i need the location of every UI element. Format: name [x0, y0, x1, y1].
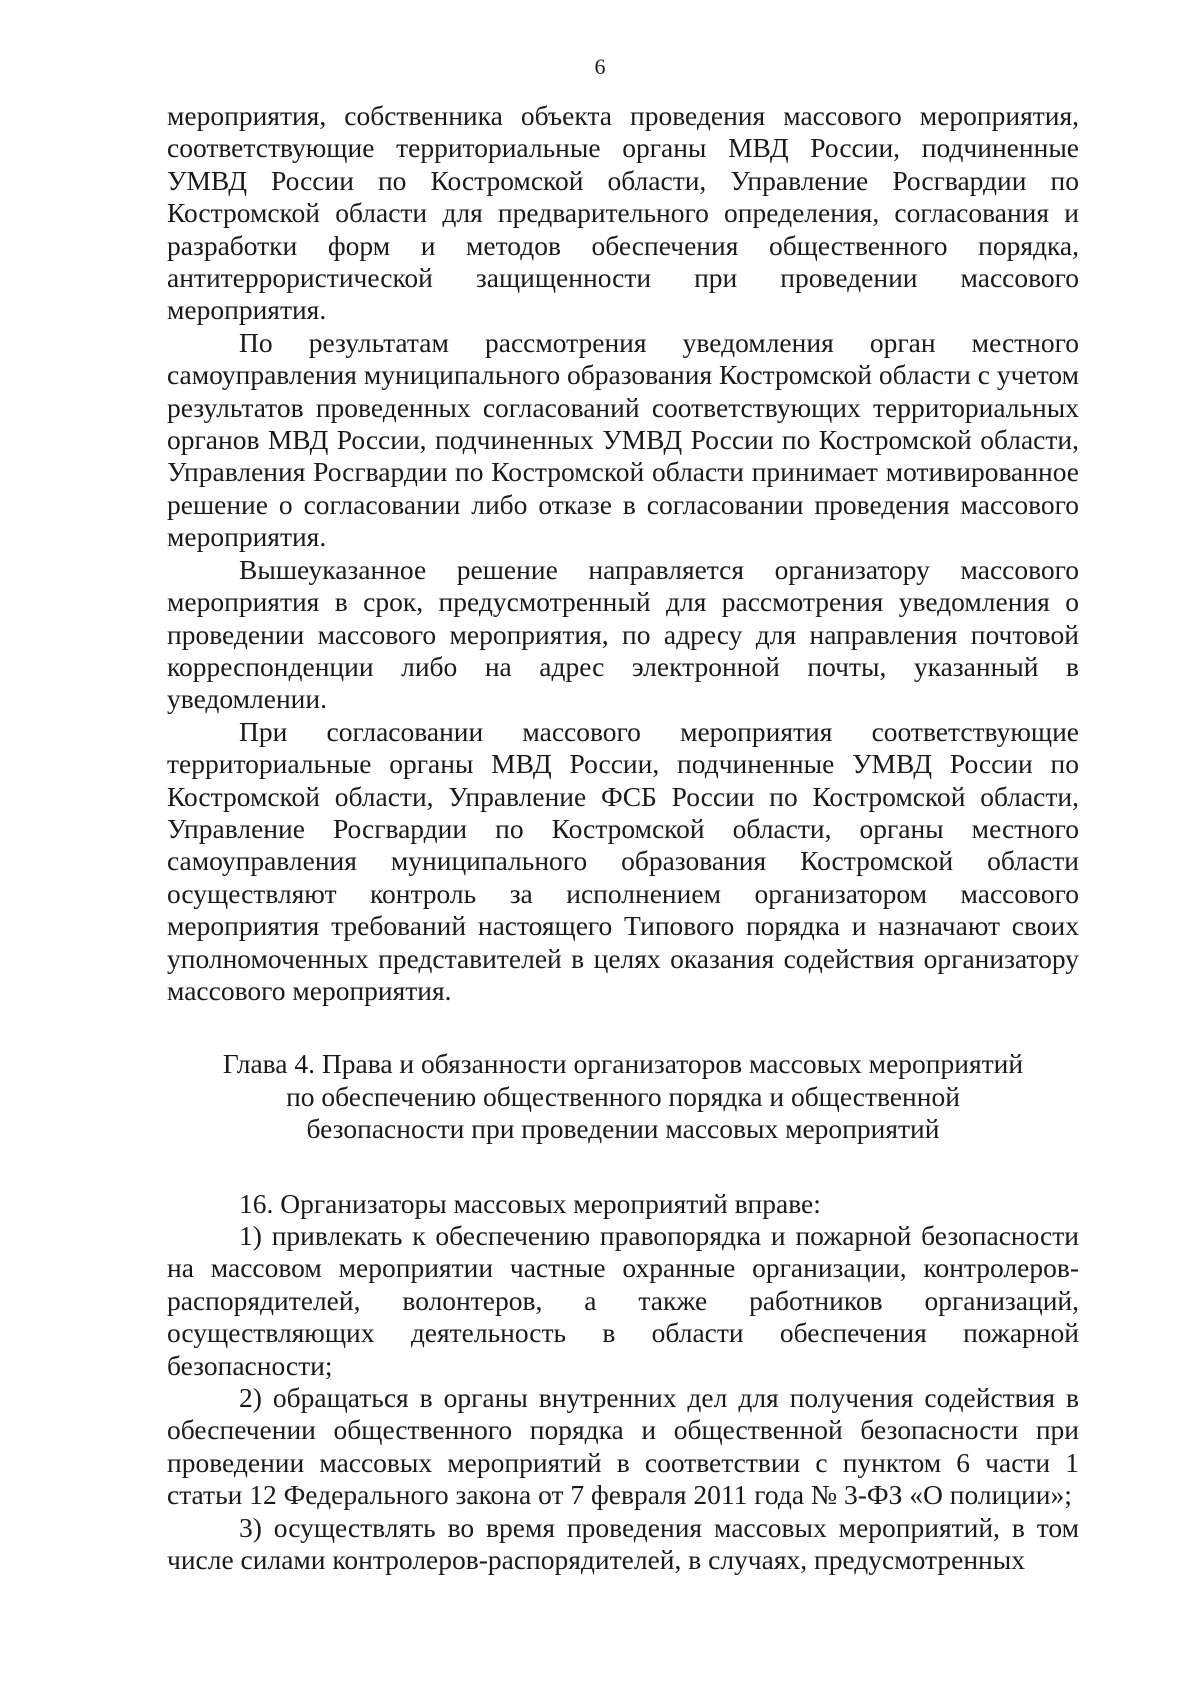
clause-16-item-2: 2) обращаться в органы внутренних дел для получения содействия в обеспечении общественного порядка и общественной безопасности при проведении массовых мероприятий в соответствии с пунктом 6 части 1 статьи 12 Федерального закона от 7 февраля 2011 года № 3-ФЗ «О полиции»;: [167, 1382, 1079, 1511]
chapter-heading-line: по обеспечению общественного порядка и общественной: [286, 1080, 960, 1112]
clause-16-item-3: 3) осуществлять во время проведения массовых мероприятий, в том числе силами контролеров-распорядителей, в случаях, предусмотренных: [167, 1511, 1079, 1576]
chapter-heading-line: безопасности при проведении массовых мероприятий: [306, 1113, 940, 1145]
chapter-heading: [167, 1048, 1079, 1145]
paragraph-continuation: мероприятия, собственника объекта проведения массового мероприятия, соответствующие территориальные органы МВД России, подчиненные УМВД России по Костромской области, Управление Росгвардии по Костромской области для предварительного определения, согласования и разработки форм и методов обеспечения общественного порядка, антитеррористической защищенности при проведении массового мероприятия.: [167, 100, 1079, 326]
paragraph-control: При согласовании массового мероприятия соответствующие территориальные органы МВД России, подчиненные УМВД России по Костромской области, Управление ФСБ России по Костромской области, Управление Росгвардии по Костромской области, органы местного самоуправления муниципального образования Костромской области осуществляют контроль за исполнением организатором массового мероприятия требований настоящего Типового порядка и назначают своих уполномоченных представителей в целях оказания содействия организатору массового мероприятия.: [167, 715, 1079, 1006]
clause-16-item-1: 1) привлекать к обеспечению правопорядка и пожарной безопасности на массовом мероприятии частные охранные организации, контролеров-распорядителей, волонтеров, а также работников организаций, осуществляющих деятельность в области обеспечения пожарной безопасности;: [167, 1220, 1079, 1381]
paragraph-review-decision: По результатам рассмотрения уведомления орган местного самоуправления муниципального образования Костромской области с учетом результатов проведенных согласований соответствующих территориальных органов МВД России, подчиненных УМВД России по Костромской области, Управления Росгвардии по Костромской области принимает мотивированное решение о согласовании либо отказе в согласовании проведения массового мероприятия.: [167, 326, 1079, 553]
document-body: [167, 100, 1079, 1576]
chapter-heading-line: Глава 4. Права и обязанности организаторов массовых мероприятий: [222, 1048, 1024, 1080]
paragraph-decision-delivery: Вышеуказанное решение направляется организатору массового мероприятия в срок, предусмотренный для рассмотрения уведомления о проведении массового мероприятия, по адресу для направления почтовой корреспонденции либо на адрес электронной почты, указанный в уведомлении.: [167, 553, 1079, 715]
clause-16-intro: 16. Организаторы массовых мероприятий вправе:: [239, 1187, 821, 1219]
page-number: 6: [594, 54, 606, 79]
